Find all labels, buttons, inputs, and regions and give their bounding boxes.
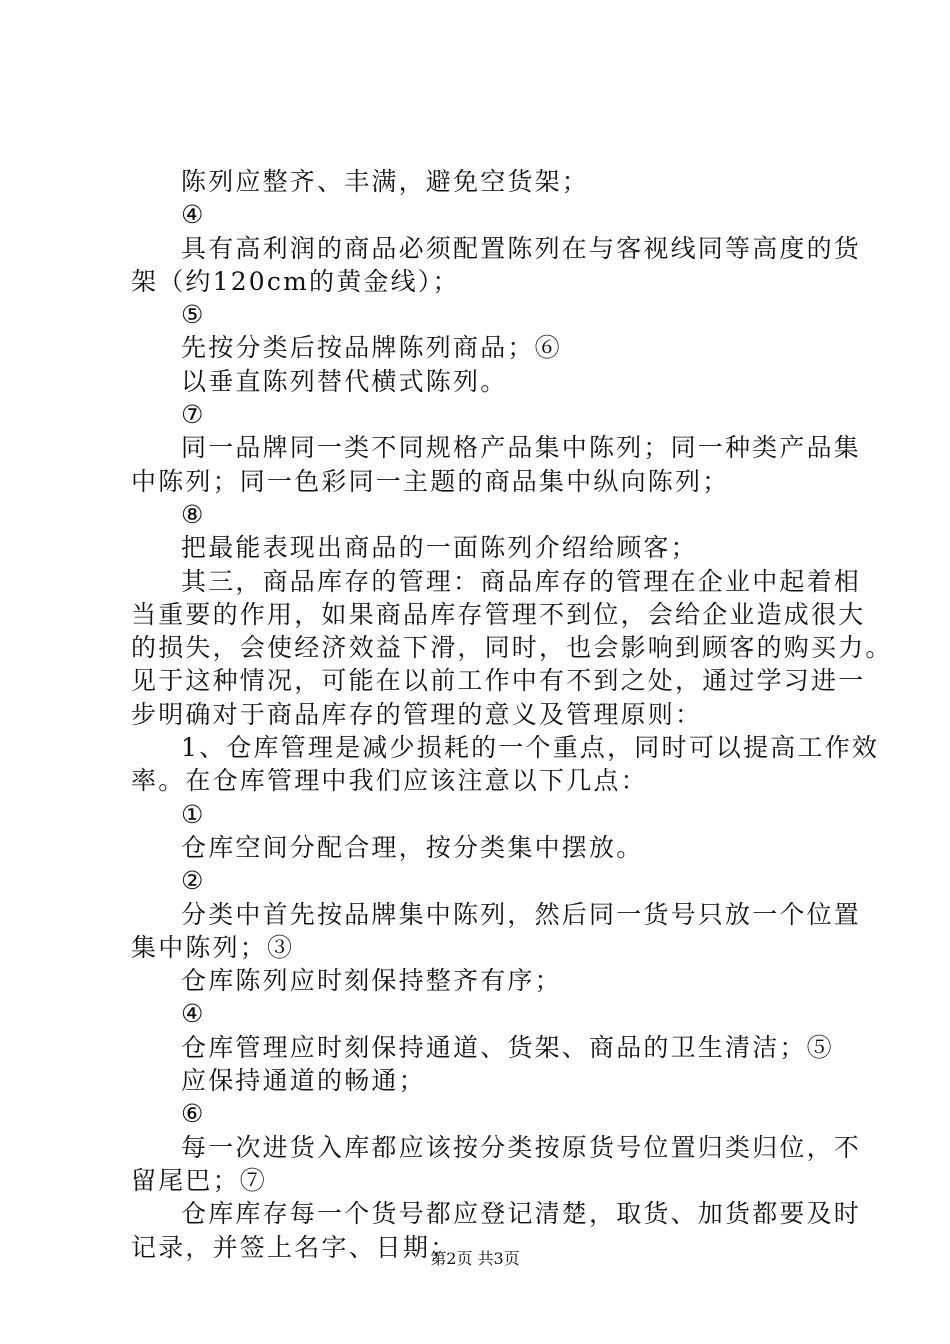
text-line: 仓库库存每一个货号都应登记清楚，取货、加货都要及时	[181, 1199, 862, 1229]
text-line: ④	[181, 999, 206, 1029]
text-line: 步明确对于商品库存的管理的意义及管理原则：	[131, 699, 703, 729]
text-line: 其三，商品库存的管理：商品库存的管理在企业中起着相	[181, 566, 862, 596]
text-line: 率。在仓库管理中我们应该注意以下几点：	[131, 766, 648, 796]
text-line: ⑤	[181, 300, 206, 330]
text-line: ②	[181, 866, 206, 896]
text-line: ④	[181, 200, 206, 230]
text-line: 应保持通道的畅通；	[181, 1066, 426, 1096]
text-line: 当重要的作用，如果商品库存管理不到位，会给企业造成很大	[131, 599, 866, 629]
text-line: 仓库管理应时刻保持通道、货架、商品的卫生清洁；⑤	[181, 1032, 834, 1062]
text-line: 的损失，会使经济效益下滑，同时，也会影响到顾客的购买力。	[131, 633, 893, 663]
text-line: 同一品牌同一类不同规格产品集中陈列；同一种类产品集	[181, 433, 862, 463]
text-line: 记录，并签上名字、日期；	[131, 1232, 458, 1262]
text-line: 架（约120cm的黄金线）；	[131, 266, 460, 296]
text-line: 每一次进货入库都应该按分类按原货号位置归类归位，不	[181, 1132, 862, 1162]
text-line: ①	[181, 799, 206, 829]
text-line: 集中陈列；③	[131, 932, 295, 962]
text-line: 具有高利润的商品必须配置陈列在与客视线同等高度的货	[181, 233, 862, 263]
text-line: 以垂直陈列替代横式陈列。	[181, 366, 508, 396]
text-line: 陈列应整齐、丰满，避免空货架；	[181, 167, 590, 196]
text-line: ⑦	[181, 400, 206, 430]
text-line: 见于这种情况，可能在以前工作中有不到之处，通过学习进一	[131, 666, 866, 696]
body-text	[131, 165, 893, 1264]
text-line: 留尾巴；⑦	[131, 1165, 268, 1195]
text-line: 先按分类后按品牌陈列商品；⑥	[181, 333, 562, 363]
text-line: ⑥	[181, 1099, 206, 1129]
text-line: 1、仓库管理是减少损耗的一个重点，同时可以提高工作效	[181, 733, 880, 763]
text-line: 仓库陈列应时刻保持整齐有序；	[181, 966, 562, 996]
page-footer: 第2页 共3页	[430, 1249, 520, 1268]
text-line: 把最能表现出商品的一面陈列介绍给顾客；	[181, 533, 698, 563]
text-line: ⑧	[181, 499, 206, 529]
text-line: 仓库空间分配合理，按分类集中摆放。	[181, 832, 644, 862]
text-line: 中陈列；同一色彩同一主题的商品集中纵向陈列；	[131, 466, 730, 496]
text-line: 分类中首先按品牌集中陈列，然后同一货号只放一个位置	[181, 899, 862, 929]
